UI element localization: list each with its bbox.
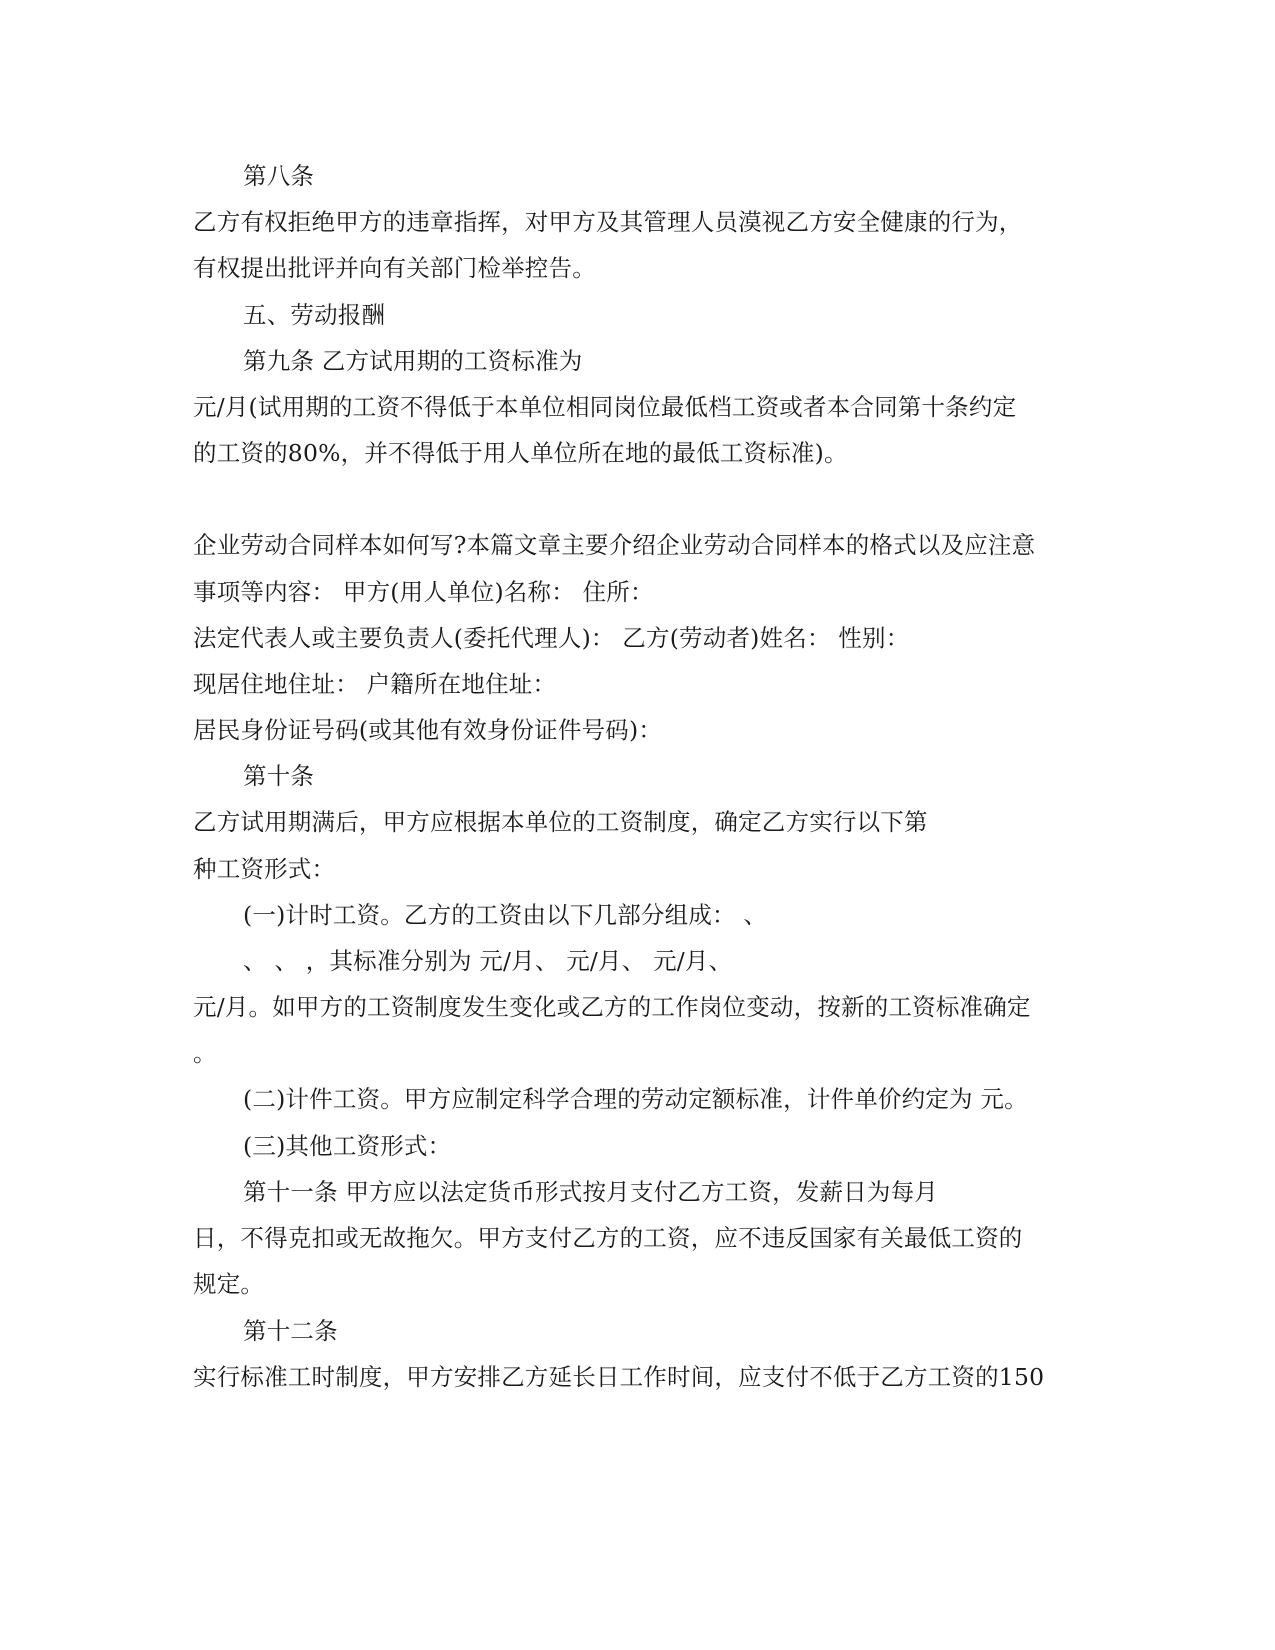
paragraph-line: 乙方试用期满后，甲方应根据本单位的工资制度，确定乙方实行以下第	[193, 808, 928, 836]
article-9-heading: 第九条 乙方试用期的工资标准为	[243, 347, 583, 375]
paragraph-line: (三)其他工资形式：	[243, 1132, 452, 1160]
intro-paragraph-line: 企业劳动合同样本如何写?本篇文章主要介绍企业劳动合同样本的格式以及应注意	[193, 531, 1036, 559]
form-field-line: 现居住地住址： 户籍所在地住址：	[193, 670, 557, 698]
paragraph-line: 实行标准工时制度，甲方安排乙方延长日工作时间，应支付不低于乙方工资的150	[193, 1363, 1045, 1391]
paragraph-line: 的工资的80%，并不得低于用人单位所在地的最低工资标准)。	[193, 439, 848, 467]
paragraph-line: 元/月。如甲方的工资制度发生变化或乙方的工作岗位变动，按新的工资标准确定	[193, 993, 1031, 1021]
form-field-line: 法定代表人或主要负责人(委托代理人)： 乙方(劳动者)姓名： 性别：	[193, 624, 910, 652]
article-12-heading: 第十二条	[243, 1317, 338, 1345]
paragraph-line: 种工资形式：	[193, 855, 336, 883]
form-field-line: 居民身份证号码(或其他有效身份证件号码)：	[193, 716, 663, 744]
intro-paragraph-line: 事项等内容： 甲方(用人单位)名称： 住所：	[193, 578, 654, 606]
paragraph-line: 、 、 ，其标准分别为 元/月、 元/月、 元/月、	[243, 947, 733, 975]
paragraph-line: 规定。	[193, 1270, 265, 1298]
paragraph-line: 有权提出批评并向有关部门检举控告。	[193, 254, 596, 282]
paragraph-line: 。	[193, 1039, 217, 1067]
article-11-heading: 第十一条 甲方应以法定货币形式按月支付乙方工资，发薪日为每月	[243, 1178, 938, 1206]
paragraph-line: 日，不得克扣或无故拖欠。甲方支付乙方的工资，应不违反国家有关最低工资的	[193, 1224, 1023, 1252]
paragraph-line: 乙方有权拒绝甲方的违章指挥，对甲方及其管理人员漠视乙方安全健康的行为，	[193, 208, 1023, 236]
paragraph-line: 元/月(试用期的工资不得低于本单位相同岗位最低档工资或者本合同第十条约定	[193, 393, 1017, 421]
paragraph-line: (二)计件工资。甲方应制定科学合理的劳动定额标准，计件单价约定为 元。	[243, 1085, 1028, 1113]
paragraph-line: (一)计时工资。乙方的工资由以下几部分组成： 、	[243, 901, 768, 929]
section-5-heading: 五、劳动报酬	[243, 301, 386, 329]
article-8-heading: 第八条	[243, 162, 315, 190]
article-10-heading: 第十条	[243, 762, 315, 790]
